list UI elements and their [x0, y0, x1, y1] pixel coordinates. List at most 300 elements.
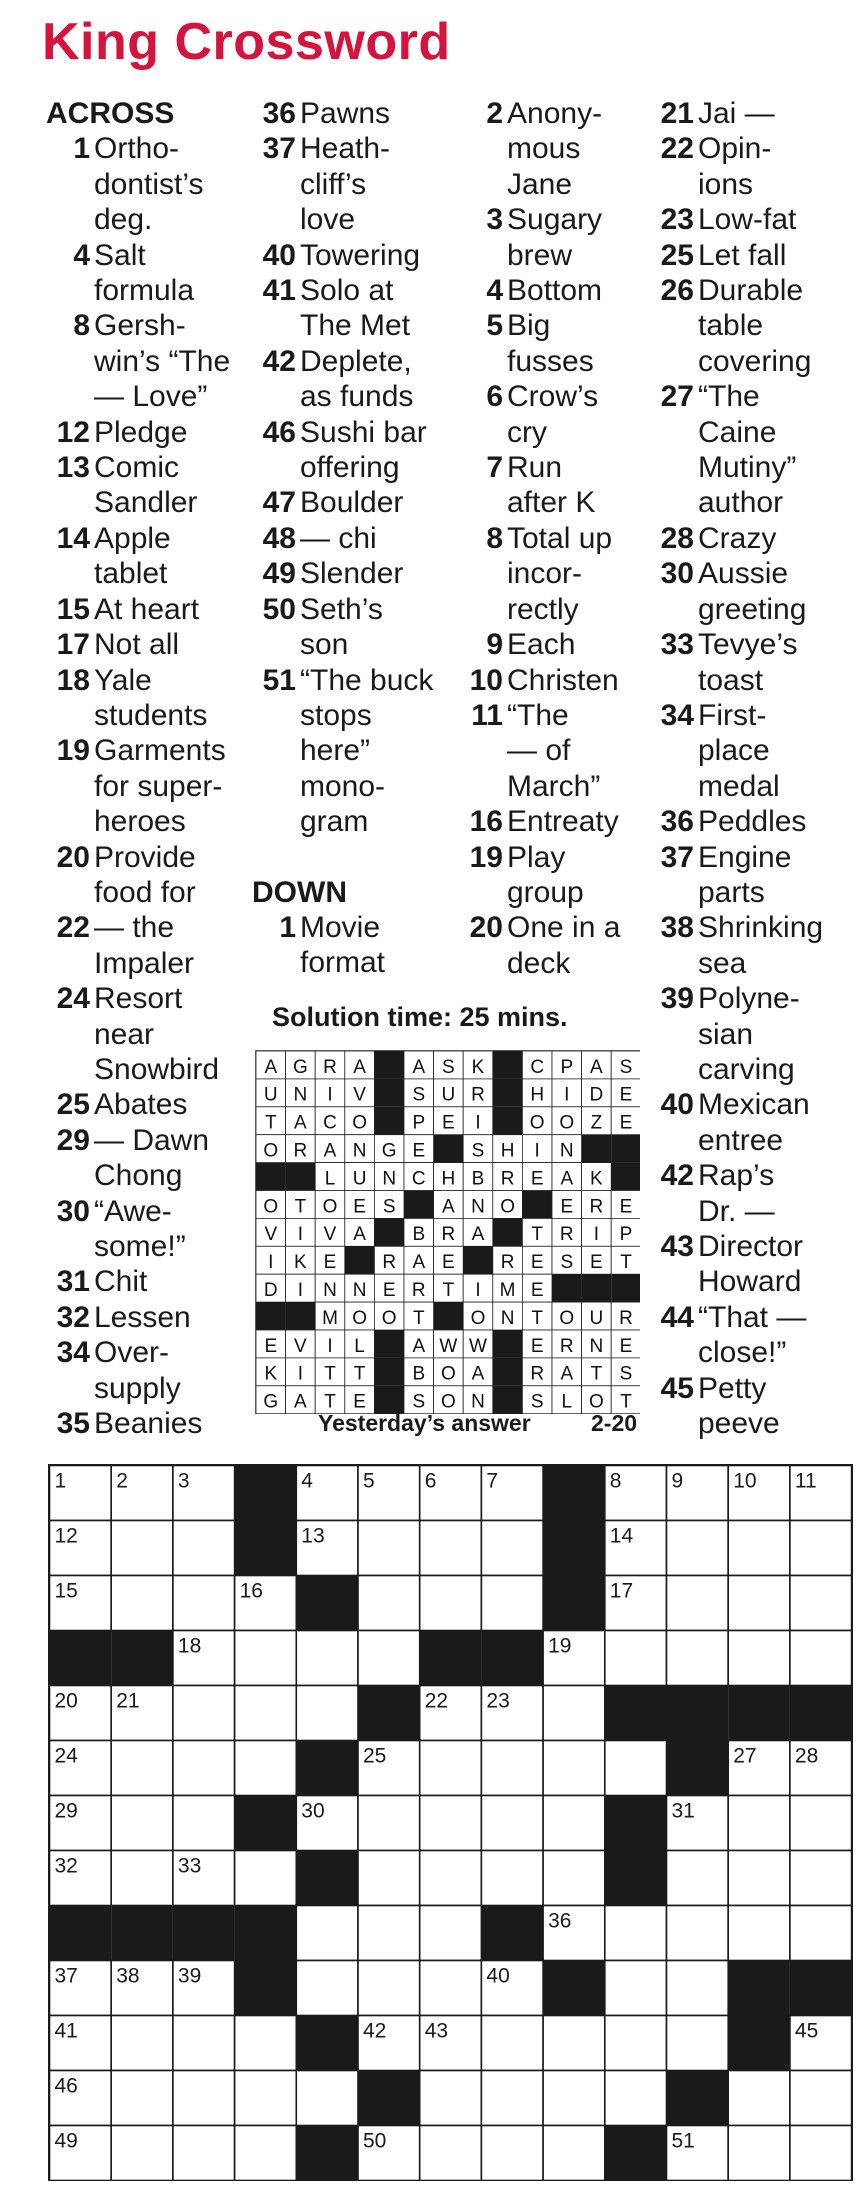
clue-line: Snowbird — [94, 1052, 220, 1086]
grid-cell[interactable] — [358, 1796, 420, 1851]
clue-text — [94, 910, 242, 981]
clue-line: son — [300, 628, 349, 662]
grid-cell[interactable] — [173, 2071, 235, 2126]
clue-number: 38 — [660, 911, 694, 945]
grid-cell[interactable] — [605, 2016, 667, 2071]
clue-text — [507, 840, 665, 911]
answer-letter: N — [382, 1168, 397, 1190]
clue-number: 10 — [469, 663, 503, 697]
clue-line: Solo at — [300, 274, 394, 308]
clue-number: 9 — [486, 628, 503, 662]
clue-line: offering — [300, 451, 400, 485]
clue-line: Caine — [698, 415, 777, 449]
clue-line: gram — [300, 805, 369, 839]
answer-letter: E — [264, 1335, 278, 1357]
clue-text — [94, 733, 242, 839]
grid-cell[interactable] — [420, 1851, 482, 1906]
answer-letter: E — [560, 1196, 574, 1218]
clue-line: Shrinking — [698, 911, 824, 945]
grid-cell[interactable] — [667, 1521, 729, 1576]
clue-line: medal — [698, 769, 780, 803]
clue-28 — [646, 521, 861, 556]
grid-cell[interactable] — [111, 1741, 173, 1796]
cell-number: 25 — [363, 1744, 387, 1768]
clue-line: Big — [507, 309, 551, 343]
answer-letter: E — [619, 1112, 633, 1134]
clue-number: 19 — [469, 840, 503, 874]
clue-number: 22 — [56, 911, 90, 945]
grid-cell[interactable] — [111, 2126, 173, 2181]
black-square — [728, 1686, 790, 1741]
clue-line: Mexican — [698, 1088, 810, 1122]
black-square — [728, 1961, 790, 2016]
grid-cell[interactable] — [235, 2126, 297, 2181]
clue-line: group — [507, 875, 584, 909]
clue-line: “Awe- — [94, 1194, 172, 1228]
clue-line: stops — [300, 698, 372, 732]
clue-line: Gersh- — [94, 309, 186, 343]
grid-cell[interactable] — [790, 1576, 852, 1631]
clue-line: sea — [698, 946, 747, 980]
grid-cell[interactable] — [358, 1961, 420, 2016]
clue-line: Peddles — [698, 805, 807, 839]
cell-number: 19 — [548, 1634, 572, 1658]
clue-line: Pawns — [300, 97, 391, 130]
answer-letter: O — [529, 1112, 545, 1134]
grid-cell[interactable] — [173, 1741, 235, 1796]
answer-letter: E — [412, 1140, 426, 1162]
grid-cell[interactable] — [728, 1906, 790, 1961]
clue-line: win’s “The — [94, 344, 231, 378]
answer-black-cell — [522, 1191, 552, 1219]
grid-cell[interactable] — [481, 1796, 543, 1851]
answer-letter: I — [593, 1224, 600, 1246]
clue-number: 30 — [660, 557, 694, 591]
answer-black-cell — [611, 1135, 640, 1163]
grid-cell[interactable] — [296, 1631, 358, 1686]
cell-number: 32 — [54, 1854, 78, 1878]
clue-number: 36 — [660, 805, 694, 839]
grid-cell[interactable] — [358, 1521, 420, 1576]
black-square — [790, 1686, 852, 1741]
clue-text — [300, 96, 478, 131]
answer-letter: P — [619, 1224, 633, 1246]
grid-cell[interactable] — [173, 2016, 235, 2071]
grid-cell[interactable] — [111, 2071, 173, 2126]
answer-letter: R — [500, 1168, 515, 1190]
grid-cell[interactable] — [667, 1906, 729, 1961]
grid-cell[interactable] — [790, 1521, 852, 1576]
cell-number: 23 — [486, 1689, 510, 1713]
grid-cell[interactable] — [235, 1631, 297, 1686]
answer-letter: R — [293, 1140, 308, 1162]
clue-40 — [646, 1087, 861, 1158]
cell-number: 24 — [54, 1744, 78, 1768]
grid-cell[interactable] — [235, 1686, 297, 1741]
answer-black-cell — [374, 1051, 404, 1079]
black-square — [481, 1906, 543, 1961]
clue-line: Yale — [94, 663, 152, 697]
answer-letter: E — [530, 1279, 544, 1301]
grid-cell[interactable] — [111, 1796, 173, 1851]
answer-letter: C — [530, 1056, 545, 1078]
grid-cell[interactable] — [481, 2126, 543, 2181]
answer-letter: V — [323, 1224, 337, 1246]
clue-number: 51 — [262, 663, 296, 697]
answer-letter: I — [534, 1140, 540, 1162]
clue-2 — [455, 96, 665, 202]
grid-cell[interactable] — [235, 2071, 297, 2126]
cell-number: 22 — [424, 1689, 449, 1713]
answer-letter: N — [559, 1140, 574, 1162]
black-square — [235, 1796, 297, 1851]
clue-line: — Love” — [94, 380, 208, 414]
clue-line: Jai — — [698, 97, 775, 130]
clue-line: Sugary — [507, 203, 603, 237]
answer-letter: S — [412, 1084, 426, 1106]
clue-number: 45 — [660, 1371, 694, 1405]
clue-line: Let fall — [698, 238, 787, 272]
answer-letter: O — [559, 1307, 575, 1329]
grid-cell[interactable] — [481, 1521, 543, 1576]
clue-text — [698, 273, 861, 379]
answer-black-cell — [374, 1107, 404, 1135]
grid-cell[interactable] — [790, 1631, 852, 1686]
clue-text — [507, 450, 665, 521]
grid-cell[interactable] — [605, 2071, 667, 2126]
answer-letter: T — [442, 1279, 455, 1301]
clue-4 — [455, 273, 665, 308]
grid-cell[interactable] — [667, 1851, 729, 1906]
clue-5 — [455, 308, 665, 379]
answer-letter: A — [412, 1252, 426, 1274]
answer-letter: E — [353, 1391, 366, 1413]
clue-line: Not all — [94, 628, 180, 662]
clue-line: Each — [507, 628, 576, 662]
grid-cell[interactable] — [543, 1686, 605, 1741]
clue-19 — [455, 840, 665, 911]
clue-1 — [42, 131, 242, 237]
answer-black-cell — [374, 1079, 404, 1107]
grid-cell[interactable] — [481, 1851, 543, 1906]
clue-number: 39 — [660, 982, 694, 1016]
grid-cell[interactable] — [728, 2126, 790, 2181]
grid-cell[interactable] — [173, 1796, 235, 1851]
clue-6 — [455, 379, 665, 450]
clue-line: Crazy — [698, 521, 777, 555]
clue-line: formula — [94, 274, 195, 308]
grid-cell[interactable] — [543, 2016, 605, 2071]
clue-text — [507, 804, 665, 839]
grid-cell[interactable] — [173, 1521, 235, 1576]
grid-cell[interactable] — [481, 1576, 543, 1631]
clue-line: carving — [698, 1052, 795, 1086]
answer-letter: R — [411, 1279, 426, 1301]
clue-line: — Dawn — [94, 1123, 210, 1157]
grid-cell[interactable] — [235, 2016, 297, 2071]
grid-cell[interactable] — [173, 2126, 235, 2181]
answer-letter: S — [619, 1363, 633, 1385]
clue-line: Provide — [94, 840, 196, 874]
grid-cell[interactable] — [790, 2126, 852, 2181]
grid-cell[interactable] — [543, 2071, 605, 2126]
clue-text — [94, 1406, 242, 1441]
clue-text — [94, 592, 242, 627]
answer-letter: T — [620, 1391, 632, 1413]
clue-line: for super- — [94, 769, 223, 803]
answer-letter: E — [530, 1168, 544, 1190]
answer-letter: S — [530, 1391, 544, 1413]
grid-cell[interactable] — [667, 1631, 729, 1686]
black-square — [667, 1686, 729, 1741]
clue-9 — [455, 627, 665, 662]
grid-cell[interactable] — [790, 1906, 852, 1961]
answer-letter: E — [619, 1196, 633, 1218]
grid-cell[interactable] — [296, 2071, 358, 2126]
grid-cell[interactable] — [728, 1631, 790, 1686]
cell-number: 27 — [733, 1744, 757, 1768]
grid-cell[interactable] — [358, 1576, 420, 1631]
grid-cell[interactable] — [358, 1851, 420, 1906]
clue-number: 31 — [56, 1265, 90, 1299]
grid-cell[interactable] — [790, 2071, 852, 2126]
grid-cell[interactable] — [111, 1576, 173, 1631]
clue-line: Garments — [94, 734, 226, 768]
answer-letter: O — [589, 1391, 604, 1413]
grid-cell[interactable] — [235, 1741, 297, 1796]
answer-letter: E — [590, 1252, 603, 1274]
grid-cell[interactable] — [605, 1906, 667, 1961]
grid-cell[interactable] — [543, 1741, 605, 1796]
answer-black-cell — [434, 1302, 464, 1330]
grid-cell[interactable] — [111, 1851, 173, 1906]
clue-text — [698, 1300, 861, 1371]
clue-text — [94, 663, 242, 734]
grid-cell[interactable] — [111, 2016, 173, 2071]
clue-line: author — [698, 486, 784, 520]
clue-30 — [42, 1194, 242, 1265]
grid-cell[interactable] — [420, 1576, 482, 1631]
grid-cell[interactable] — [420, 1961, 482, 2016]
clue-line: Resort — [94, 982, 183, 1016]
grid-cell[interactable] — [543, 2126, 605, 2181]
answer-letter: I — [475, 1279, 481, 1301]
clue-17 — [42, 627, 242, 662]
clue-number: 37 — [262, 132, 296, 166]
yesterdays-answer-date: 2-20 — [591, 1410, 638, 1436]
grid-cell[interactable] — [420, 1741, 482, 1796]
grid-cell[interactable] — [173, 1576, 235, 1631]
clue-24 — [42, 981, 242, 1087]
grid-cell[interactable] — [667, 1576, 729, 1631]
answer-letter: S — [619, 1056, 633, 1078]
grid-cell[interactable] — [605, 1961, 667, 2016]
black-square — [790, 1961, 852, 2016]
answer-letter: S — [471, 1140, 485, 1162]
answer-letter: R — [471, 1084, 485, 1106]
cell-number: 43 — [424, 2019, 449, 2043]
black-square — [296, 1741, 358, 1796]
black-square — [543, 1961, 605, 2016]
clue-text — [698, 238, 861, 273]
answer-letter: T — [264, 1112, 277, 1134]
clue-line: here” — [300, 734, 371, 768]
grid-cell[interactable] — [420, 2071, 482, 2126]
answer-black-cell — [582, 1135, 612, 1163]
clue-line: Salt — [94, 238, 146, 272]
clue-text — [507, 521, 665, 627]
clue-16 — [455, 804, 665, 839]
black-square — [605, 1851, 667, 1906]
clue-number: 18 — [56, 663, 90, 697]
answer-letter: B — [471, 1168, 485, 1190]
answer-letter: O — [441, 1391, 456, 1413]
grid-cell[interactable] — [420, 1906, 482, 1961]
clue-text — [507, 202, 665, 273]
answer-letter: O — [500, 1196, 515, 1218]
answer-letter: A — [590, 1056, 603, 1078]
clue-line: Pledge — [94, 415, 188, 449]
clue-line: Polyne- — [698, 982, 800, 1016]
answer-black-cell — [493, 1358, 523, 1386]
grid-cell[interactable] — [358, 1631, 420, 1686]
grid-cell[interactable] — [358, 1906, 420, 1961]
grid-cell[interactable] — [481, 1741, 543, 1796]
clue-line: Ortho- — [94, 132, 180, 166]
answer-black-cell — [256, 1302, 286, 1330]
grid-cell[interactable] — [111, 1521, 173, 1576]
grid-cell[interactable] — [728, 1576, 790, 1631]
cell-number: 41 — [54, 2019, 78, 2043]
grid-cell[interactable] — [296, 1906, 358, 1961]
grid-cell[interactable] — [728, 1796, 790, 1851]
clue-line: as funds — [300, 380, 414, 414]
clue-line: — chi — [300, 521, 377, 555]
answer-letter: A — [294, 1391, 307, 1413]
clue-text: Movie format — [300, 910, 386, 980]
clue-number: 26 — [660, 274, 694, 308]
grid-cell[interactable] — [481, 2016, 543, 2071]
clue-text — [94, 415, 242, 450]
grid-cell[interactable] — [667, 1961, 729, 2016]
grid-cell[interactable] — [173, 1686, 235, 1741]
clue-12 — [42, 415, 242, 450]
clue-47 — [248, 485, 478, 520]
grid-cell[interactable] — [605, 1631, 667, 1686]
yesterdays-answer-grid — [255, 1050, 640, 1414]
answer-letter: I — [297, 1279, 304, 1301]
grid-cell[interactable] — [728, 1521, 790, 1576]
clue-number: 29 — [56, 1123, 90, 1157]
answer-letter: P — [560, 1056, 574, 1078]
answer-letter: A — [412, 1335, 426, 1357]
cell-number: 7 — [486, 1469, 499, 1493]
grid-cell[interactable] — [790, 1796, 852, 1851]
clue-number: 3 — [486, 203, 503, 237]
answer-letter: A — [471, 1363, 485, 1385]
answer-letter: T — [324, 1363, 336, 1385]
grid-cell[interactable] — [296, 1961, 358, 2016]
black-square — [296, 1851, 358, 1906]
clue-line: incor- — [507, 557, 583, 591]
clue-line: “The — [698, 380, 760, 414]
cell-number: 8 — [609, 1469, 622, 1493]
clue-number: 22 — [660, 132, 694, 166]
answer-letter: E — [323, 1252, 337, 1274]
grid-cell[interactable] — [605, 1741, 667, 1796]
clue-line: heroes — [94, 805, 186, 839]
answer-letter: I — [297, 1224, 304, 1246]
black-square — [235, 1521, 297, 1576]
crossword-grid[interactable] — [48, 1464, 853, 2181]
clue-46 — [248, 415, 478, 486]
cell-number: 5 — [363, 1469, 375, 1493]
grid-cell[interactable] — [420, 1796, 482, 1851]
clue-13 — [42, 450, 242, 521]
black-square — [50, 1631, 112, 1686]
clue-number: 34 — [660, 698, 694, 732]
clue-line: Play — [507, 840, 566, 874]
clue-15 — [42, 592, 242, 627]
grid-cell[interactable] — [543, 1796, 605, 1851]
grid-cell[interactable] — [296, 1686, 358, 1741]
clue-line: fusses — [507, 344, 594, 378]
clue-text — [507, 627, 665, 662]
clue-number: 46 — [262, 415, 296, 449]
clue-number: 36 — [262, 97, 296, 130]
clue-text — [94, 1087, 242, 1122]
clue-8 — [42, 308, 242, 414]
clue-number: 8 — [486, 521, 503, 555]
grid-cell[interactable] — [481, 2071, 543, 2126]
grid-cell[interactable] — [728, 1851, 790, 1906]
clue-line: entree — [698, 1123, 784, 1157]
black-square — [235, 1961, 297, 2016]
grid-cell[interactable] — [543, 1851, 605, 1906]
clue-line: Sushi bar — [300, 415, 427, 449]
black-square — [173, 1906, 235, 1961]
clue-line: Durable — [698, 274, 804, 308]
clue-45 — [646, 1371, 861, 1442]
cell-number: 1 — [54, 1469, 67, 1493]
clue-line: dontist’s — [94, 167, 204, 201]
black-square — [605, 1686, 667, 1741]
grid-cell[interactable] — [235, 1851, 297, 1906]
grid-cell[interactable] — [728, 2071, 790, 2126]
clue-line: Impaler — [94, 946, 195, 980]
grid-cell[interactable] — [790, 1851, 852, 1906]
black-square — [481, 1631, 543, 1686]
answer-letter: H — [441, 1168, 456, 1190]
puzzle-title: King Crossword — [42, 13, 451, 71]
clue-text — [300, 273, 478, 344]
cell-number: 46 — [54, 2074, 78, 2098]
clue-line: Deplete, — [300, 344, 412, 378]
clue-text — [300, 556, 478, 591]
clue-line: One in a — [507, 911, 621, 945]
answer-black-cell — [463, 1246, 493, 1274]
clue-21 — [646, 96, 861, 131]
clue-text — [300, 592, 478, 663]
cell-number: 3 — [177, 1469, 190, 1493]
grid-cell[interactable] — [420, 2126, 482, 2181]
grid-cell[interactable] — [667, 2016, 729, 2071]
clue-41 — [248, 273, 478, 344]
clue-number: 1 — [279, 910, 296, 944]
clue-number: 19 — [56, 734, 90, 768]
clue-text — [698, 1371, 861, 1442]
grid-cell[interactable] — [420, 1521, 482, 1576]
